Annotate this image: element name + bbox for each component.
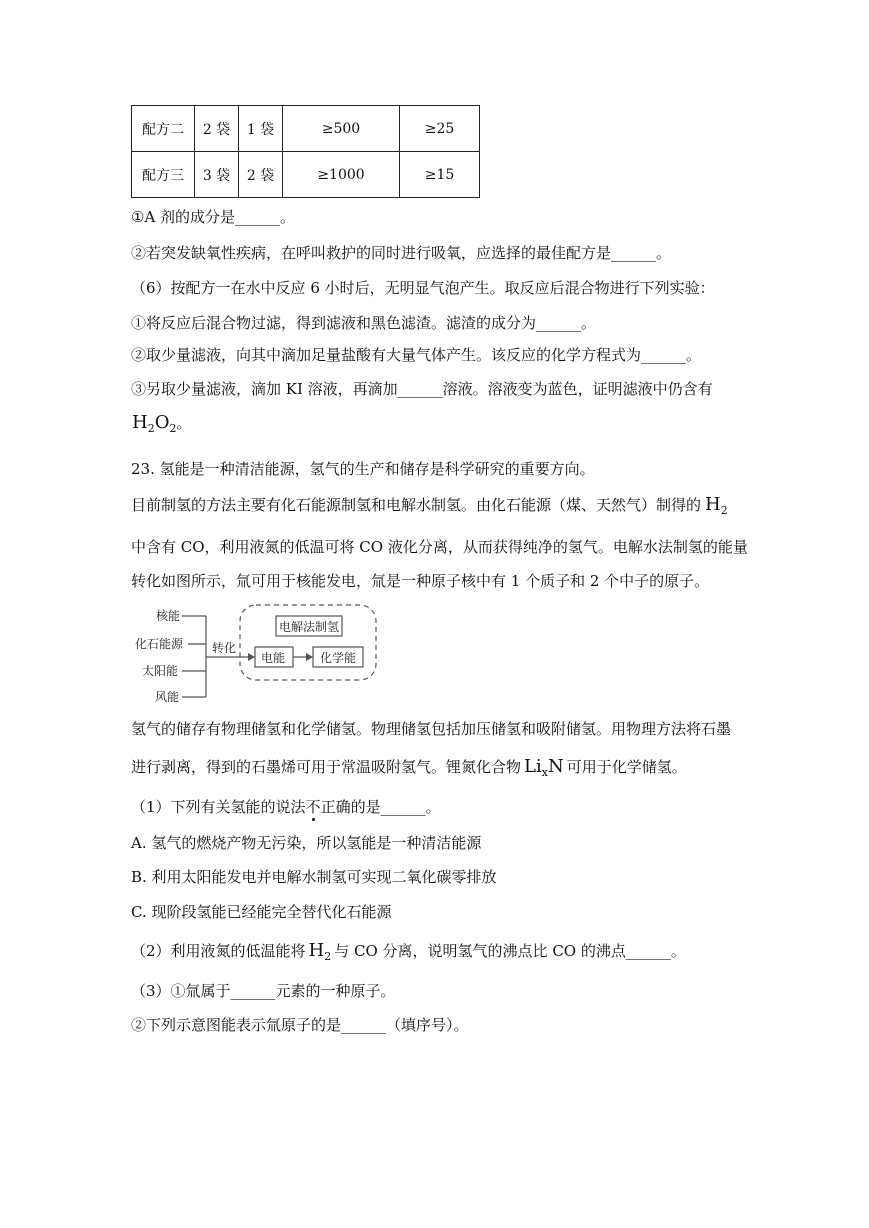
question-line: （3）①氚属于______元素的一种原子。 — [131, 982, 396, 1000]
question-line: ①将反应后混合物过滤，得到滤液和黑色滤渣。滤渣的成分为______。 — [131, 314, 597, 332]
source-fossil: 化石能源 — [135, 637, 184, 651]
emphasis-dot: 不 — [305, 798, 321, 816]
source-solar: 太阳能 — [142, 664, 179, 678]
paragraph-line: 中含有 CO，利用液氮的低温可将 CO 液化分离，从而获得纯净的氢气。电解水法制氢的能量 — [131, 538, 748, 556]
box-chemical-energy: 化学能 — [320, 651, 357, 665]
paragraph-line: 目前制氢的方法主要有化石能源制氢和电解水制氢。由化石能源（煤、天然气）制得的 $H_2$ — [131, 494, 728, 517]
question-line: ①A 剂的成分是______。 — [131, 208, 296, 226]
table-cell: 2 袋 — [195, 106, 239, 152]
question-line: （6）按配方一在水中反应 6 小时后，无明显气泡产生。取反应后混合物进行下列实验： — [131, 279, 715, 297]
option-a: A. 氢气的燃烧产物无污染，所以氢能是一种清洁能源 — [131, 834, 482, 852]
table-cell: 配方三 — [132, 152, 195, 198]
question-line: ③另取少量滤液，滴加 KI 溶液，再滴加______溶液。溶液变为蓝色，证明滤液中仍含有 — [131, 380, 713, 398]
formula-line: $H_2O_2$。 — [132, 412, 192, 435]
table-row — [132, 106, 480, 152]
question-line: （2）利用液氮的低温能将 $H_2$ 与 CO 分离，说明氢气的沸点比 CO 的沸点______。 — [131, 940, 686, 963]
table-cell: 1 袋 — [239, 106, 283, 152]
source-wind: 风能 — [155, 690, 180, 704]
table-cell: ≥500 — [283, 106, 400, 152]
formula-h2o2: $H_2O_2$ — [132, 412, 177, 435]
question-line: ②取少量滤液，向其中滴加足量盐酸有大量气体产生。该反应的化学方程式为______。 — [131, 346, 702, 364]
recipe-table — [131, 105, 480, 198]
source-nuclear: 核能 — [156, 609, 181, 623]
question-line: （1）下列有关氢能的说法不正确的是______。 — [131, 798, 441, 816]
table-cell: ≥1000 — [283, 152, 400, 198]
option-c: C. 现阶段氢能已经能完全替代化石能源 — [131, 903, 392, 921]
box-electrolysis: 电解法制氢 — [279, 620, 340, 634]
table-row — [132, 152, 480, 198]
paragraph-line: 氢气的储存有物理储氢和化学储氢。物理储氢包括加压储氢和吸附储氢。用物理方法将石墨 — [131, 720, 732, 738]
table-cell: ≥15 — [400, 152, 480, 198]
table-cell: 2 袋 — [239, 152, 283, 198]
option-b: B. 利用太阳能发电并电解水制氢可实现二氧化碳零排放 — [131, 868, 497, 886]
formula-h2: $H_2$ — [308, 940, 332, 963]
question-title: 23. 氢能是一种清洁能源，氢气的生产和储存是科学研究的重要方向。 — [131, 460, 595, 478]
formula-h2: $H_2$ — [705, 494, 728, 517]
energy-conversion-diagram — [130, 600, 390, 710]
box-electric-energy: 电能 — [261, 651, 286, 665]
table-cell: ≥25 — [400, 106, 480, 152]
table-cell: 3 袋 — [195, 152, 239, 198]
formula-lixn: $Li_xN$ — [524, 756, 564, 779]
paragraph-line: 进行剥离，得到的石墨烯可用于常温吸附氢气。锂氮化合物 $Li_xN$ 可用于化学储氢。 — [131, 756, 687, 779]
question-line: ②下列示意图能表示氚原子的是______（填序号）。 — [131, 1016, 469, 1034]
table-cell: 配方二 — [132, 106, 195, 152]
paragraph-line: 转化如图所示，氚可用于核能发电，氚是一种原子核中有 1 个质子和 2 个中子的原子。 — [131, 572, 710, 590]
convert-label: 转化 — [212, 641, 237, 655]
question-line: ②若突发缺氧性疾病，在呼叫救护的同时进行吸氧，应选择的最佳配方是______。 — [131, 244, 672, 262]
